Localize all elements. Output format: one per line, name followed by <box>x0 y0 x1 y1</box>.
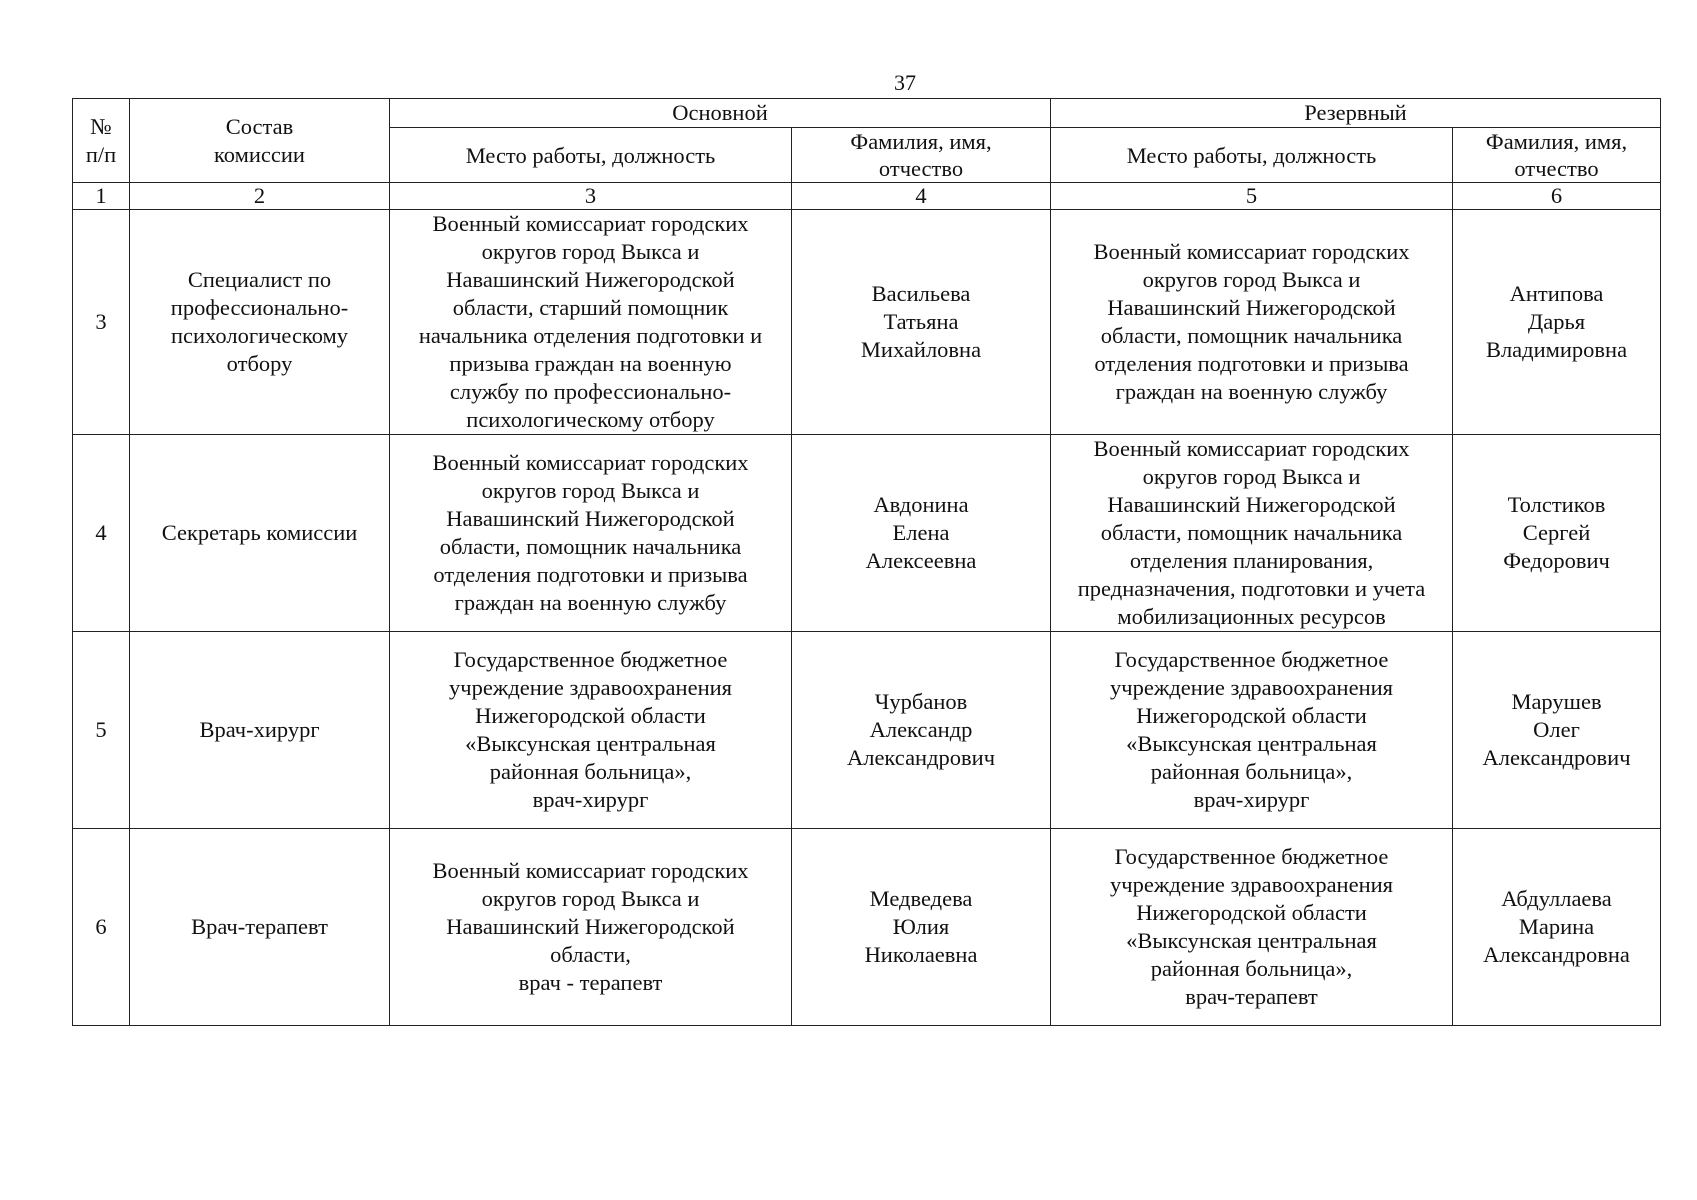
role-cell: Врач-хирург <box>130 632 390 829</box>
main-name-cell: Васильева Татьяна Михайловна <box>792 210 1051 435</box>
table-row <box>73 829 1661 1026</box>
row-number: 6 <box>73 829 130 1026</box>
role-cell: Секретарь комиссии <box>130 435 390 632</box>
role-cell: Специалист по профессионально- психологическому отбору <box>130 210 390 435</box>
reserve-workplace-cell: Военный комиссариат городских округов город Выкса и Навашинский Нижегородской области, помощник начальника отделения планирования, предназначения, подготовки и учета мобилизационных ресурсов <box>1051 435 1453 632</box>
header-row-group <box>73 99 1661 128</box>
table-row <box>73 210 1661 435</box>
row-number: 5 <box>73 632 130 829</box>
reserve-workplace-cell: Государственное бюджетное учреждение здравоохранения Нижегородской области «Выксунская центральная районная больница», врач-терапевт <box>1051 829 1453 1026</box>
column-number: 2 <box>130 183 390 210</box>
reserve-name-cell: Марушев Олег Александрович <box>1453 632 1661 829</box>
header-main-workplace: Место работы, должность <box>390 128 792 183</box>
column-number: 5 <box>1051 183 1453 210</box>
header-reserve-workplace: Место работы, должность <box>1051 128 1453 183</box>
main-workplace-cell: Военный комиссариат городских округов город Выкса и Навашинский Нижегородской области, старший помощник начальника отделения подготовки и призыва граждан на военную службу по профессионально- психологическому отбору <box>390 210 792 435</box>
table-row <box>73 632 1661 829</box>
header-main-name: Фамилия, имя, отчество <box>792 128 1051 183</box>
reserve-name-cell: Толстиков Сергей Федорович <box>1453 435 1661 632</box>
main-workplace-cell: Государственное бюджетное учреждение здравоохранения Нижегородской области «Выксунская центральная районная больница», врач-хирург <box>390 632 792 829</box>
column-number: 4 <box>792 183 1051 210</box>
reserve-workplace-cell: Государственное бюджетное учреждение здравоохранения Нижегородской области «Выксунская центральная районная больница», врач-хирург <box>1051 632 1453 829</box>
column-number-row <box>73 183 1661 210</box>
row-number: 4 <box>73 435 130 632</box>
header-no: № п/п <box>73 99 130 183</box>
main-name-cell: Авдонина Елена Алексеевна <box>792 435 1051 632</box>
reserve-name-cell: Антипова Дарья Владимировна <box>1453 210 1661 435</box>
reserve-name-cell: Абдуллаева Марина Александровна <box>1453 829 1661 1026</box>
header-reserve-group: Резервный <box>1051 99 1661 128</box>
page-number: 37 <box>894 70 916 95</box>
header-composition: Состав комиссии <box>130 99 390 183</box>
column-number: 3 <box>390 183 792 210</box>
header-reserve-name: Фамилия, имя, отчество <box>1453 128 1661 183</box>
column-number: 1 <box>73 183 130 210</box>
commission-table <box>72 98 1661 1026</box>
role-cell: Врач-терапевт <box>130 829 390 1026</box>
main-name-cell: Чурбанов Александр Александрович <box>792 632 1051 829</box>
main-workplace-cell: Военный комиссариат городских округов город Выкса и Навашинский Нижегородской области, помощник начальника отделения подготовки и призыва граждан на военную службу <box>390 435 792 632</box>
main-name-cell: Медведева Юлия Николаевна <box>792 829 1051 1026</box>
reserve-workplace-cell: Военный комиссариат городских округов город Выкса и Навашинский Нижегородской области, помощник начальника отделения подготовки и призыва граждан на военную службу <box>1051 210 1453 435</box>
main-workplace-cell: Военный комиссариат городских округов город Выкса и Навашинский Нижегородской области, врач - терапевт <box>390 829 792 1026</box>
table-row <box>73 435 1661 632</box>
column-number: 6 <box>1453 183 1661 210</box>
header-main-group: Основной <box>390 99 1051 128</box>
row-number: 3 <box>73 210 130 435</box>
